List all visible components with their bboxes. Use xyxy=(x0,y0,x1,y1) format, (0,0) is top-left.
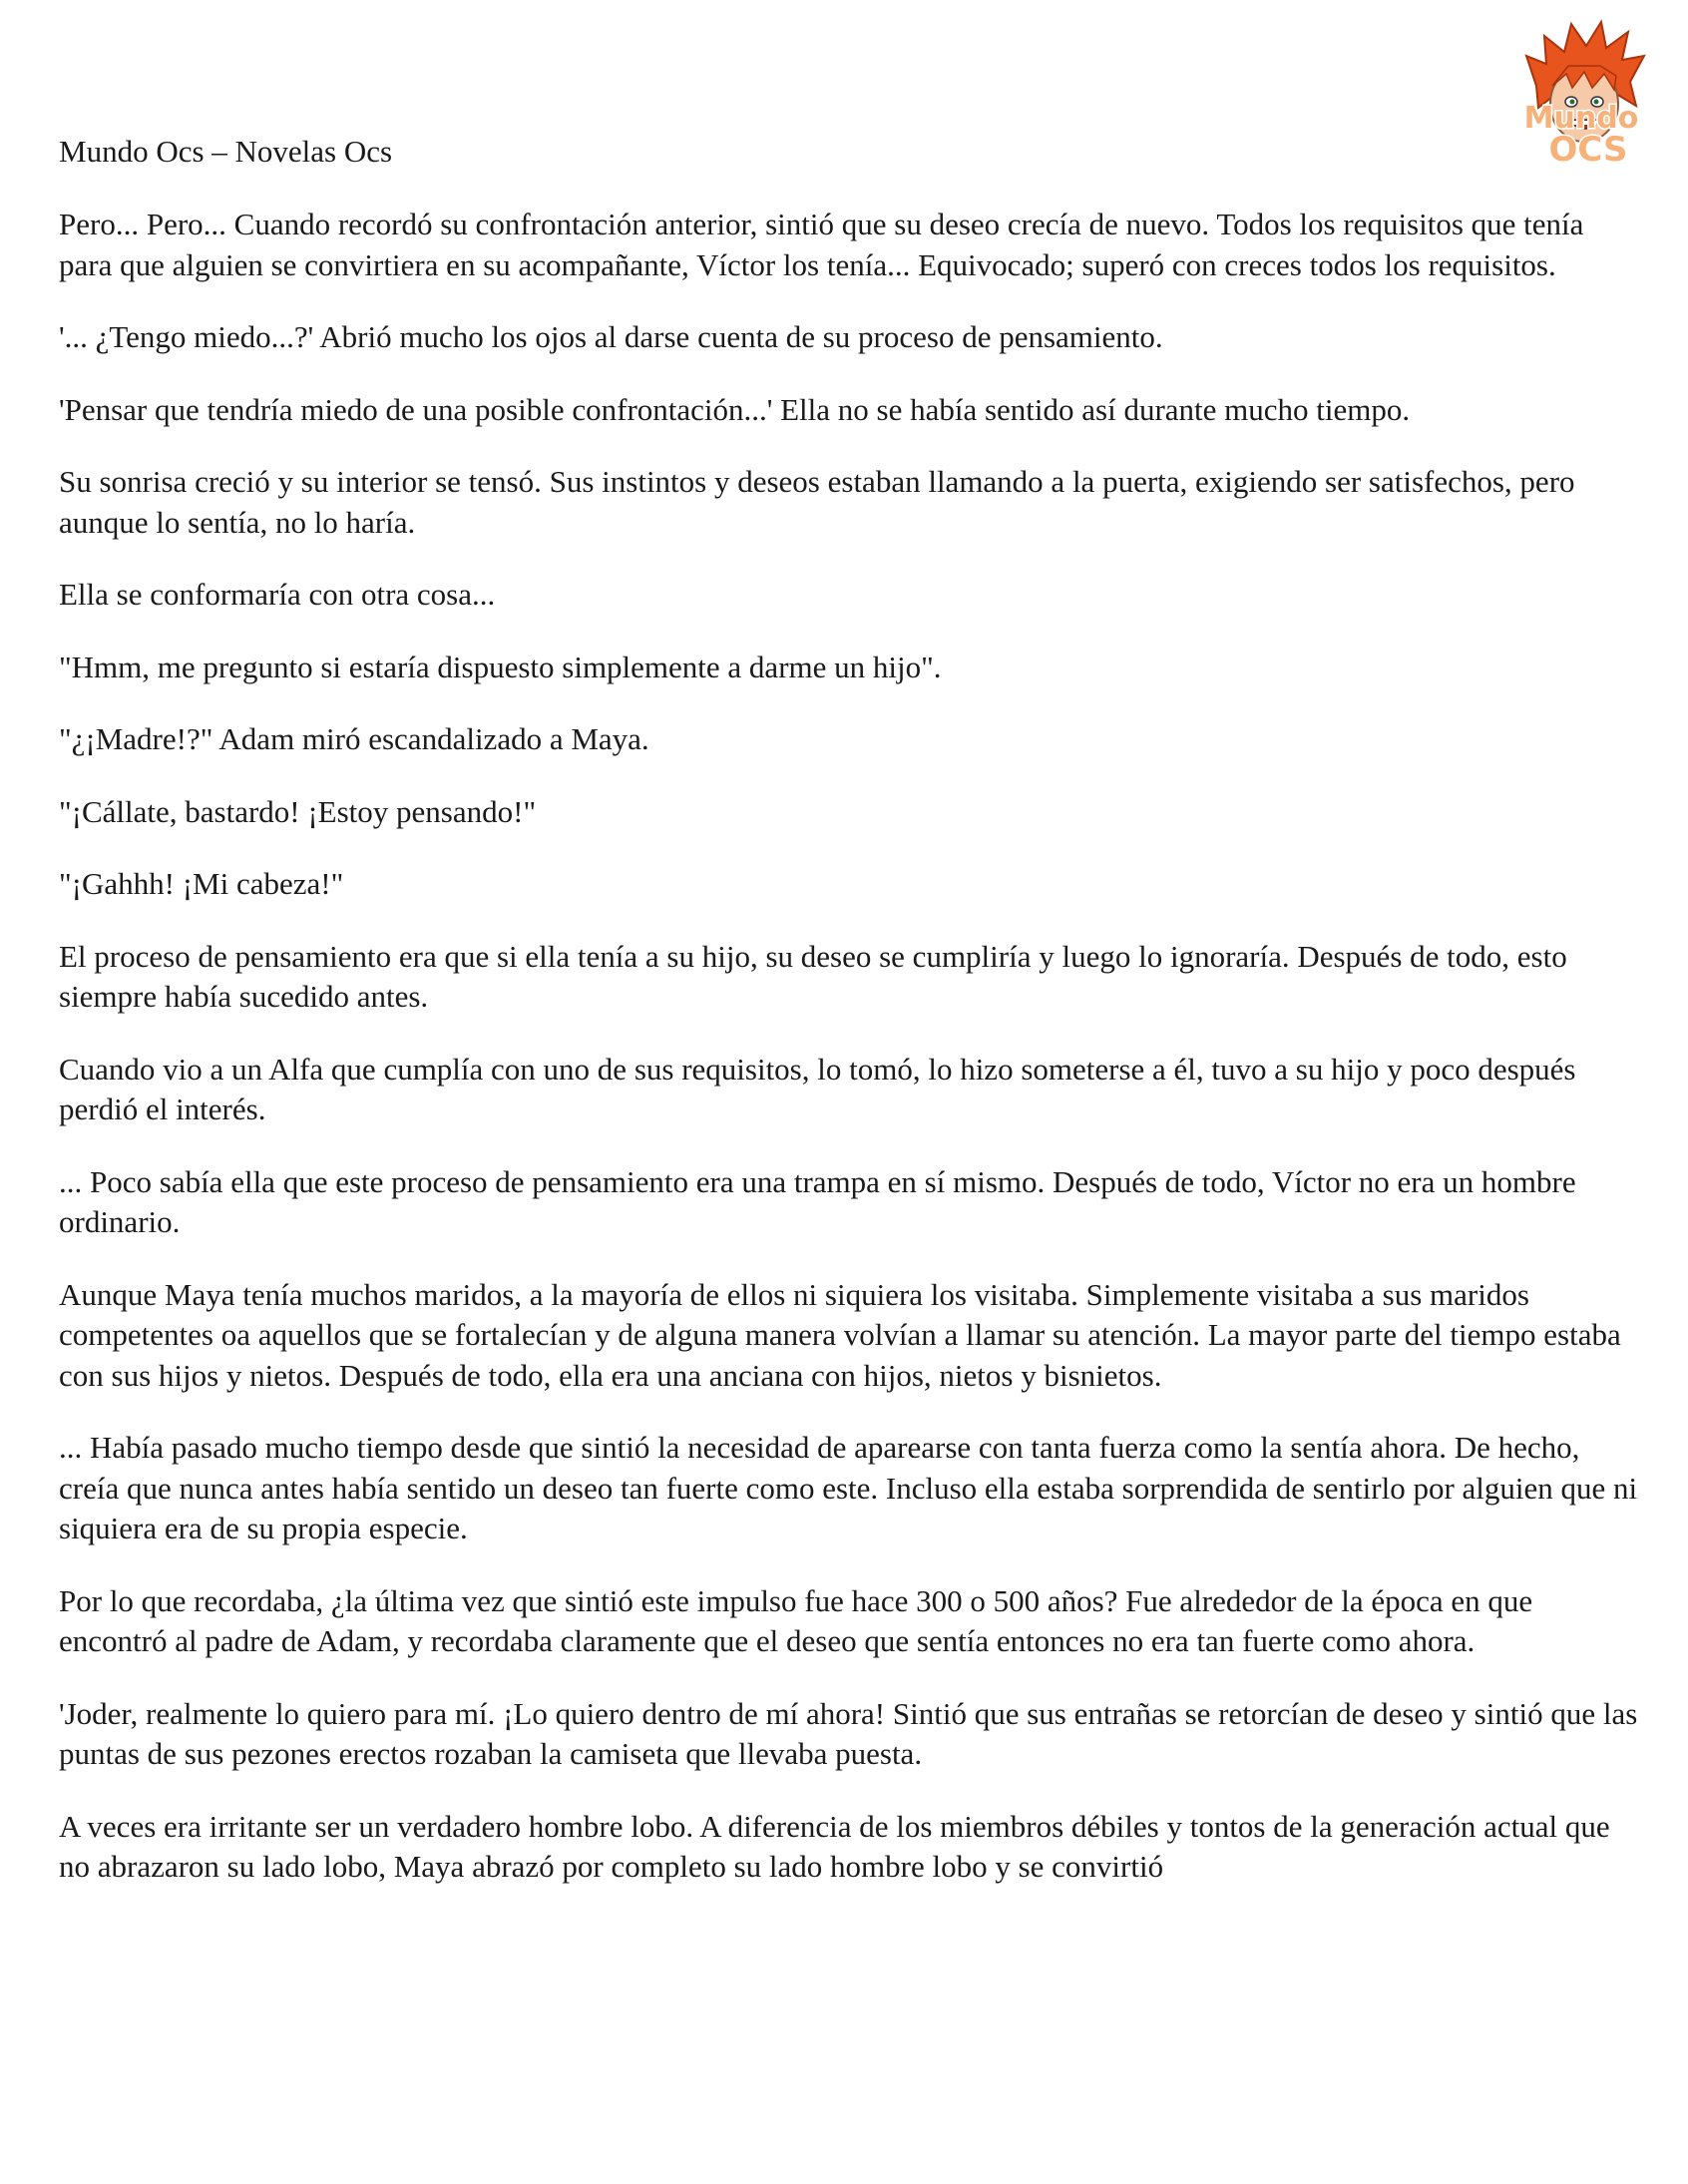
paragraph: ... Poco sabía ella que este proceso de pensamiento era una trampa en sí mismo. Después de todo, Víctor no era un hombre ordinario. xyxy=(59,1163,1576,1239)
paragraph: Cuando vio a un Alfa que cumplía con uno de sus requisitos, lo tomó, lo hizo someterse a él, tuvo a su hijo y poco después perdió el interés. xyxy=(59,1051,1576,1126)
paragraph: Su sonrisa creció y su interior se tensó. Sus instintos y deseos estaban llamando a la puerta, exigiendo ser satisfechos, pero aunque lo sentía, no lo haría. xyxy=(59,464,1575,540)
logo-text-line2: OCS xyxy=(1548,130,1628,170)
page-header-title: Mundo Ocs – Novelas Ocs xyxy=(59,134,393,169)
paragraph: "¡Gahhh! ¡Mi cabeza!" xyxy=(59,866,344,901)
paragraph: El proceso de pensamiento era que si ella tenía a su hijo, su deseo se cumpliría y luego lo ignoraría. Después de todo, esto siempre había sucedido antes. xyxy=(59,938,1567,1014)
paragraph: Pero... Pero... Cuando recordó su confrontación anterior, sintió que su deseo crecía de nuevo. Todos los requisitos que tenía para que alguien se convirtiera en su acompañante, Víctor los tenía... Equivocado; superó con creces todos los requisitos. xyxy=(59,207,1584,282)
paragraph: "Hmm, me pregunto si estaría dispuesto simplemente a darme un hijo". xyxy=(59,649,942,684)
paragraph: Ella se conformaría con otra cosa... xyxy=(59,577,496,612)
paragraph: "¡Cállate, bastardo! ¡Estoy pensando!" xyxy=(59,793,537,829)
paragraph: "¿¡Madre!?" Adam miró escandalizado a Maya. xyxy=(59,721,649,756)
paragraph: ... Había pasado mucho tiempo desde que sintió la necesidad de aparearse con tanta fuerza como la sentía ahora. De hecho, creía que nunca antes había sentido un deseo tan fuerte como este. Incluso ella estaba sorprendida de sentirlo por alguien que ni siquiera era de su propia especie. xyxy=(59,1430,1638,1545)
paragraph: Por lo que recordaba, ¿la última vez que sintió este impulso fue hace 300 o 500 años? Fue alrededor de la época en que encontró al padre de Adam, y recordaba claramente que el deseo que sentía entonces no era tan fuerte como ahora. xyxy=(59,1582,1533,1658)
paragraph: 'Pensar que tendría miedo de una posible confrontación...' Ella no se había sentido así durante mucho tiempo. xyxy=(59,391,1411,427)
paragraph: A veces era irritante ser un verdadero hombre lobo. A diferencia de los miembros débiles y tontos de la generación actual que no abrazaron su lado lobo, Maya abrazó por completo su lado hombre lobo y se convirtió xyxy=(59,1808,1610,1884)
document-body xyxy=(59,205,1640,1920)
logo-text-line1: Mundo xyxy=(1523,101,1639,136)
paragraph: '... ¿Tengo miedo...?' Abrió mucho los ojos al darse cuenta de su proceso de pensamiento. xyxy=(59,319,1163,354)
logo-mascot-image xyxy=(1496,16,1666,176)
mundo-ocs-logo xyxy=(1496,16,1666,176)
paragraph: 'Joder, realmente lo quiero para mí. ¡Lo quiero dentro de mí ahora! Sintió que sus entrañas se retorcían de deseo y sintió que las puntas de sus pezones erectos rozaban la camiseta que llevaba puesta. xyxy=(59,1695,1638,1771)
paragraph: Aunque Maya tenía muchos maridos, a la mayoría de ellos ni siquiera los visitaba. Simplemente visitaba a sus maridos competentes oa aquellos que se fortalecían y de alguna manera volvían a llamar su atención. La mayor parte del tiempo estaba con sus hijos y nietos. Después de todo, ella era una anciana con hijos, nietos y bisnietos. xyxy=(59,1276,1621,1393)
